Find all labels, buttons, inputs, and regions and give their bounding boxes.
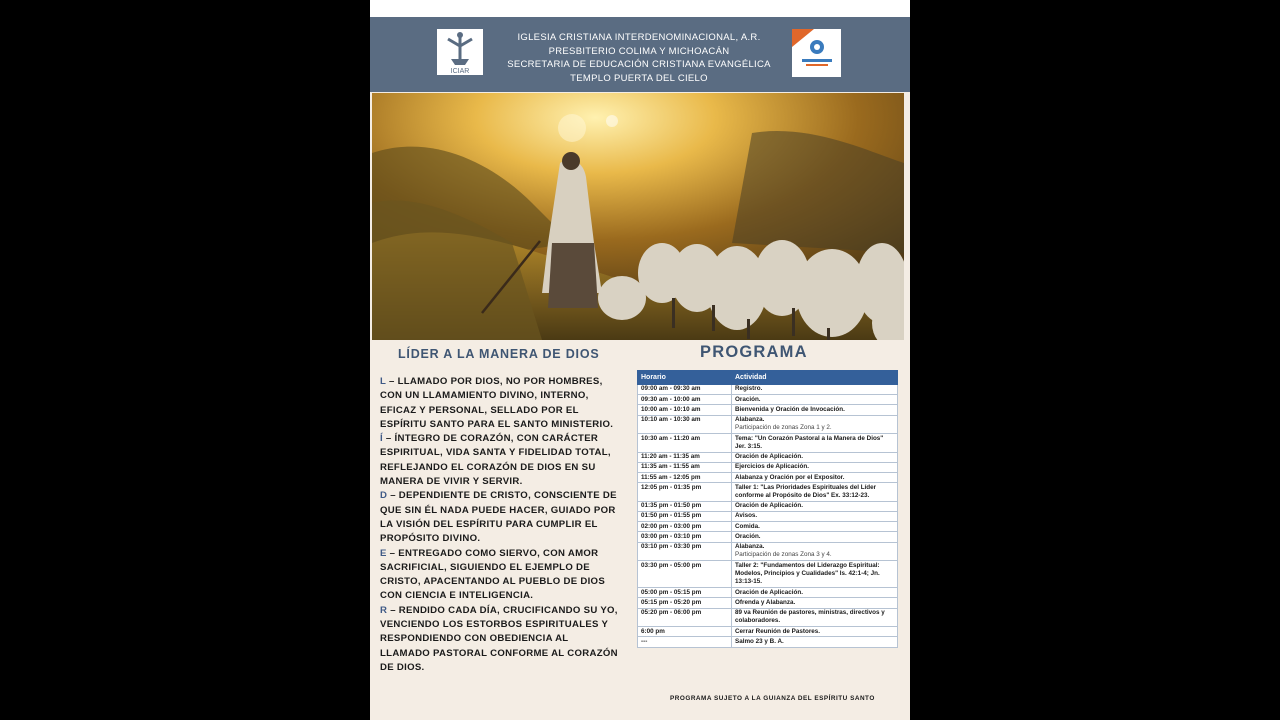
program-table-body [638,385,898,648]
activity-text: Tema: "Un Corazón Pastoral a la Manera de Dios" Jer. 3:15. [735,434,884,450]
row-activity [732,532,898,542]
acrostic-letter: R [380,604,388,616]
acrostic-text: – DEPENDIENTE DE CRISTO, CONSCIENTE DE QUE SIN ÉL NADA PUEDE HACER, GUIADO POR LA VISIÓN DEL ESPÍRITU PARA CUMPLIR EL PROPÓSITO DIVINO. [380,490,617,545]
acrostic-text: – ENTREGADO COMO SIERVO, CON AMOR SACRIFICIAL, SIGUIENDO EL EJEMPLO DE CRISTO, APACENTANDO AL PUEBLO DE DIOS CON CIENCIA E INTELIGENCIA. [380,547,606,602]
header-line-3: SECRETARIA DE EDUCACIÓN CRISTIANA EVANGÉLICA [507,59,771,71]
row-activity [732,608,898,627]
header-line-2: PRESBITERIO COLIMA Y MICHOACÁN [548,45,730,57]
table-header-row [638,371,898,385]
row-time: 11:35 am - 11:55 am [638,462,732,472]
flyer-page [370,0,910,720]
row-time: 09:30 am - 10:00 am [638,395,732,405]
row-time: 01:50 pm - 01:55 pm [638,512,732,522]
acrostic-item [380,375,620,432]
activity-text: Ofrenda y Alabanza. [735,598,796,606]
header-line-4: TEMPLO PUERTA DEL CIELO [570,72,708,84]
row-activity [732,385,898,395]
table-row [638,395,898,405]
activity-subtext: Participación de zonas Zona 3 y 4. [735,551,832,559]
activity-text: Comida. [735,522,760,530]
acrostic-letter: L [380,376,386,387]
row-activity [732,473,898,483]
activity-text: Oración de Aplicación. [735,502,803,510]
row-time: 10:00 am - 10:10 am [638,405,732,415]
table-row [638,588,898,598]
table-row [638,501,898,511]
row-activity [732,483,898,502]
activity-text: Alabanza. [735,415,765,423]
row-time: 09:00 am - 09:30 am [638,385,732,395]
row-time: 03:00 pm - 03:10 pm [638,532,732,542]
row-activity [732,501,898,511]
table-row [638,542,898,561]
table-row [638,532,898,542]
row-time: 05:15 pm - 05:20 pm [638,598,732,608]
row-time: 11:20 am - 11:35 am [638,452,732,462]
activity-text: Alabanza. [735,543,765,551]
table-row [638,452,898,462]
table-row [638,512,898,522]
acrostic-item [380,547,620,604]
header-title-block [490,31,788,85]
row-time: 03:30 pm - 05:00 pm [638,561,732,588]
table-row [638,415,898,434]
row-time: 03:10 pm - 03:30 pm [638,542,732,561]
table-row [638,637,898,647]
activity-text: Oración. [735,532,761,540]
row-activity [732,395,898,405]
row-time: 01:35 pm - 01:50 pm [638,501,732,511]
row-time: 10:10 am - 10:30 am [638,415,732,434]
row-activity [732,415,898,434]
row-time: 12:05 pm - 01:35 pm [638,483,732,502]
row-activity [732,588,898,598]
shepherd-with-sheep-image [372,93,904,340]
row-time: --- [638,637,732,647]
row-time: 05:00 pm - 05:15 pm [638,588,732,598]
acrostic-item [380,604,620,675]
table-row [638,405,898,415]
acrostic-item [380,489,620,546]
acrostic-text: – RENDIDO CADA DÍA, CRUCIFICANDO SU YO, VENCIENDO LOS ESTORBOS ESPIRITUALES Y RESPONDIENDO CON OBEDIENCIA AL LLAMADO PASTORAL CONFORME AL CORAZÓN DE DIOS. [380,604,618,673]
table-row [638,561,898,588]
row-time: 05:20 pm - 06:00 pm [638,608,732,627]
row-activity [732,522,898,532]
activity-text: Oración de Aplicación. [735,453,803,461]
activity-text: Salmo 23 y B. A. [735,637,784,645]
activity-text: Alabanza y Oración por el Expositor. [735,473,845,481]
row-time: 10:30 am - 11:20 am [638,434,732,453]
header-line-1: IGLESIA CRISTIANA INTERDENOMINACIONAL, A.R. [517,32,761,43]
top-strip [370,0,910,17]
table-row [638,608,898,627]
row-activity [732,637,898,647]
acrostic-letter: E [380,547,387,559]
row-time: 02:00 pm - 03:00 pm [638,522,732,532]
activity-text: Ejercicios de Aplicación. [735,463,809,471]
row-time: 6:00 pm [638,627,732,637]
table-row [638,598,898,608]
activity-text: Avisos. [735,512,758,520]
table-row [638,385,898,395]
secretaria-logo [792,29,841,77]
activity-subtext: Participación de zonas Zona 1 y 2. [735,424,832,432]
row-activity [732,542,898,561]
program-title: PROGRAMA [700,343,808,361]
row-activity [732,434,898,453]
activity-text: Bienvenida y Oración de Invocación. [735,405,845,413]
row-activity [732,405,898,415]
activity-text: Taller 1: "Las Prioridades Espirituales del Líder conforme al Propósito de Dios" Ex. 33:12-23. [735,483,877,500]
activity-text: Taller 2: "Fundamentos del Liderazgo Espiritual: Modelos, Principios y Cualidades" Is. 42:1-4; Jn. 13:13-15. [735,561,880,586]
row-activity [732,462,898,472]
acrostic-letter: Í [380,433,383,445]
activity-text: Cerrar Reunión de Pastores. [735,627,821,635]
acrostic-text: – LLAMADO POR DIOS, NO POR HOMBRES, CON UN LLAMAMIENTO DIVINO, INTERNO, EFICAZ Y PERSONAL, SELLADO POR EL ESPÍRITU SANTO PARA EL SANTO MINISTERIO. [380,376,614,430]
column-header-activity: Actividad [732,371,898,385]
activity-text: Oración. [735,395,761,403]
table-row [638,434,898,453]
row-activity [732,561,898,588]
acrostic-text: – ÍNTEGRO DE CORAZÓN, CON CARÁCTER ESPIRITUAL, VIDA SANTA Y FIDELIDAD TOTAL, REFLEJANDO EL CORAZÓN DE DIOS EN SU MANERA DE VIVIR Y SERVIR. [380,433,611,488]
row-activity [732,598,898,608]
leader-title: LÍDER A LA MANERA DE DIOS [398,347,600,361]
row-activity [732,512,898,522]
table-row [638,483,898,502]
activity-text: 89 va Reunión de pastores, ministras, directivos y colaboradores. [735,609,885,625]
activity-text: Registro. [735,385,763,393]
column-header-time: Horario [638,371,732,385]
program-table [637,370,898,648]
row-activity [732,627,898,637]
row-time: 11:55 am - 12:05 pm [638,473,732,483]
activity-text: Oración de Aplicación. [735,588,803,596]
leader-acrostic [380,375,620,675]
header-band [370,17,910,92]
table-row [638,627,898,637]
row-activity [732,452,898,462]
acrostic-letter: D [380,490,388,502]
table-row [638,473,898,483]
iciar-logo-text: ICIAR [450,68,470,75]
table-row [638,462,898,472]
program-footer-note: PROGRAMA SUJETO A LA GUIANZA DEL ESPÍRITU SANTO [670,695,875,702]
iciar-logo [437,29,483,75]
acrostic-item [380,432,620,489]
table-row [638,522,898,532]
